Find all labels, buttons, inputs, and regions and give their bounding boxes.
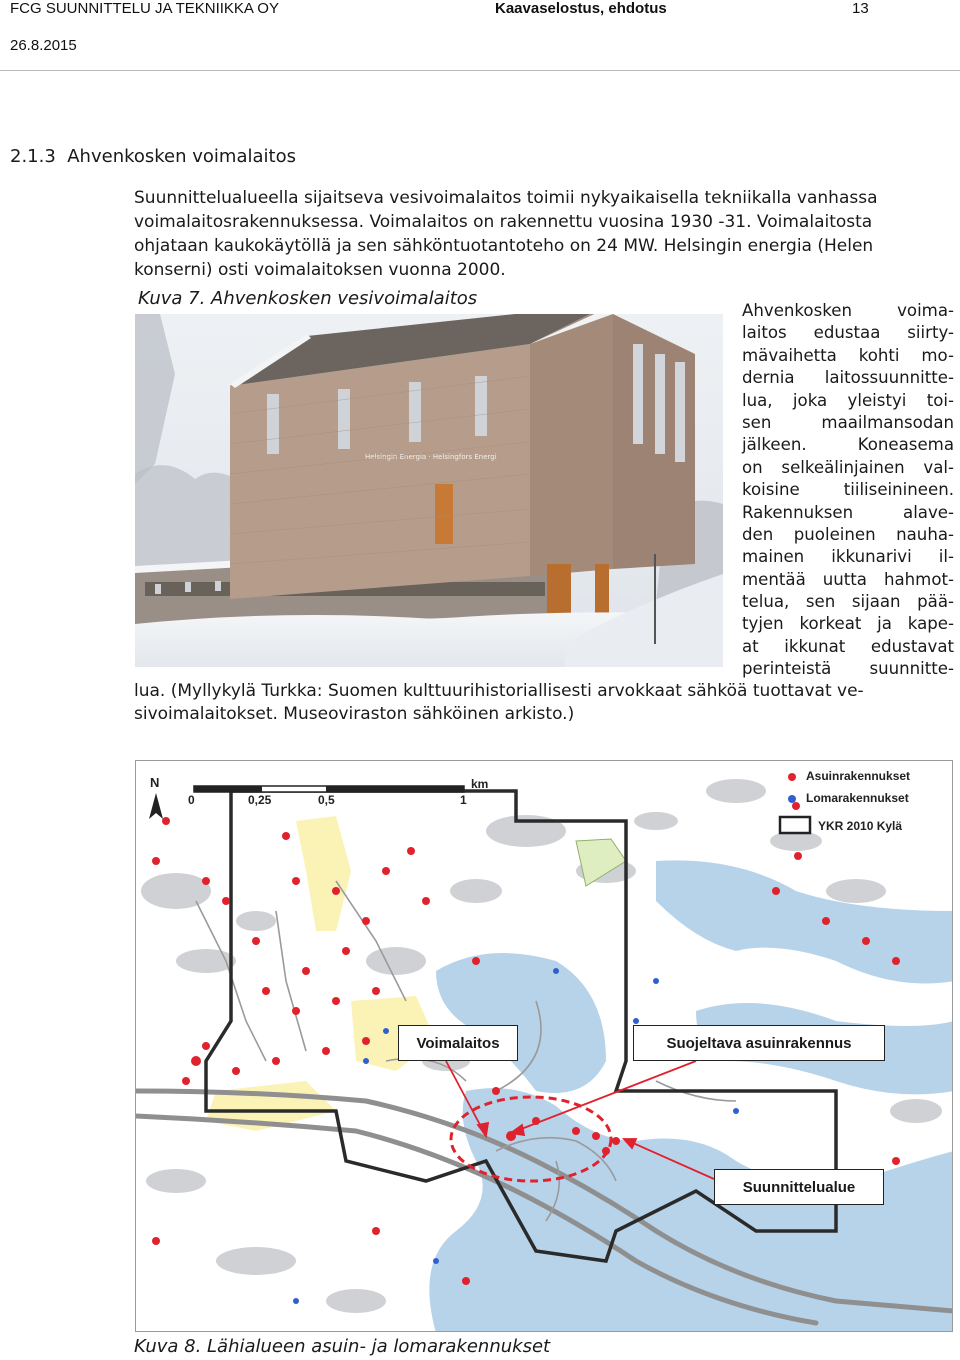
legend-residential: Asuinrakennukset: [806, 769, 911, 783]
figure7-tail-text: [134, 680, 954, 726]
power-plant-photo: [135, 314, 723, 667]
intro-line: ohjataan kaukokäytöllä ja sen sähköntuotantoteho on 24 MW. Helsingin energia (Helen: [134, 236, 874, 256]
side-line: at ikkunat edustavat: [742, 636, 954, 656]
header-doc-title: Kaavaselostus, ehdotus: [495, 0, 667, 17]
side-line: laitos edustaa siirty-: [742, 323, 954, 343]
side-line: den puoleinen nauha-: [742, 524, 954, 544]
side-line: tyjen korkeat ja kape-: [742, 614, 954, 634]
side-line: perinteistä suunnitte-: [742, 659, 954, 679]
label-protected-building: Suojeltava asuinrakennus: [633, 1025, 885, 1061]
side-line: jälkeen. Koneasema: [742, 435, 954, 455]
label-power-plant: Voimalaitos: [398, 1025, 518, 1061]
legend-village: YKR 2010 Kylä: [818, 819, 903, 833]
side-line: lua, joka yleistyi toi-: [742, 390, 954, 410]
figure7-side-text: [742, 300, 954, 681]
label-plan-area: Suunnittelualue: [714, 1169, 884, 1205]
side-line: Ahvenkosken voima-: [742, 301, 954, 320]
intro-paragraph: [134, 186, 954, 282]
section-heading: 2.1.3 Ahvenkosken voimalaitos: [10, 146, 296, 167]
scale-unit: km: [471, 777, 489, 791]
scale-tick: 0: [188, 793, 195, 807]
legend-holiday: Lomarakennukset: [806, 791, 909, 805]
tail-line: sivoimalaitokset. Museoviraston sähköinen arkisto.): [134, 704, 575, 724]
side-line: mainen ikkunarivi il-: [742, 547, 954, 567]
building-sign: Helsingin Energia · Helsingfors Energi: [365, 453, 497, 461]
intro-line: voimalaitosrakennuksessa. Voimalaitos on rakennettu vuosina 1930 -31. Voimalaitosta: [134, 212, 873, 232]
figure8-caption: Kuva 8. Lähialueen asuin- ja lomarakennukset: [134, 1336, 551, 1357]
figure7-caption: Kuva 7. Ahvenkosken vesivoimalaitos: [138, 288, 478, 309]
north-label: N: [150, 775, 160, 790]
intro-line: konserni) osti voimalaitoksen vuonna 2000.: [134, 260, 506, 280]
side-line: mentää uutta hahmot-: [742, 569, 954, 589]
tail-line: lua. (Myllykylä Turkka: Suomen kulttuurihistoriallisesti arvokkaat sähköä tuottavat ve-: [134, 681, 864, 701]
header-page-number: 13: [852, 0, 869, 17]
side-line: telua, sen sijaan pää-: [742, 592, 954, 612]
header-date: 26.8.2015: [10, 37, 77, 54]
side-line: on selkeälinjainen val-: [742, 457, 954, 477]
side-line: koisine tiiliseinineen.: [742, 480, 954, 500]
scale-tick: 0,25: [248, 793, 272, 807]
intro-line: Suunnittelualueella sijaitseva vesivoimalaitos toimii nykyaikaisella tekniikalla vanhassa: [134, 188, 878, 208]
scale-tick: 0,5: [318, 793, 335, 807]
header-rule: [0, 70, 960, 71]
side-line: sen maailmansodan: [742, 412, 954, 432]
scale-tick: 1: [460, 793, 467, 807]
side-line: mävaihetta kohti mo-: [742, 345, 954, 365]
header-org: FCG SUUNNITTELU JA TEKNIIKKA OY: [10, 0, 279, 17]
side-line: dernia laitossuunnitte-: [742, 368, 954, 388]
side-line: Rakennuksen alave-: [742, 502, 954, 522]
area-map: [135, 760, 953, 1332]
